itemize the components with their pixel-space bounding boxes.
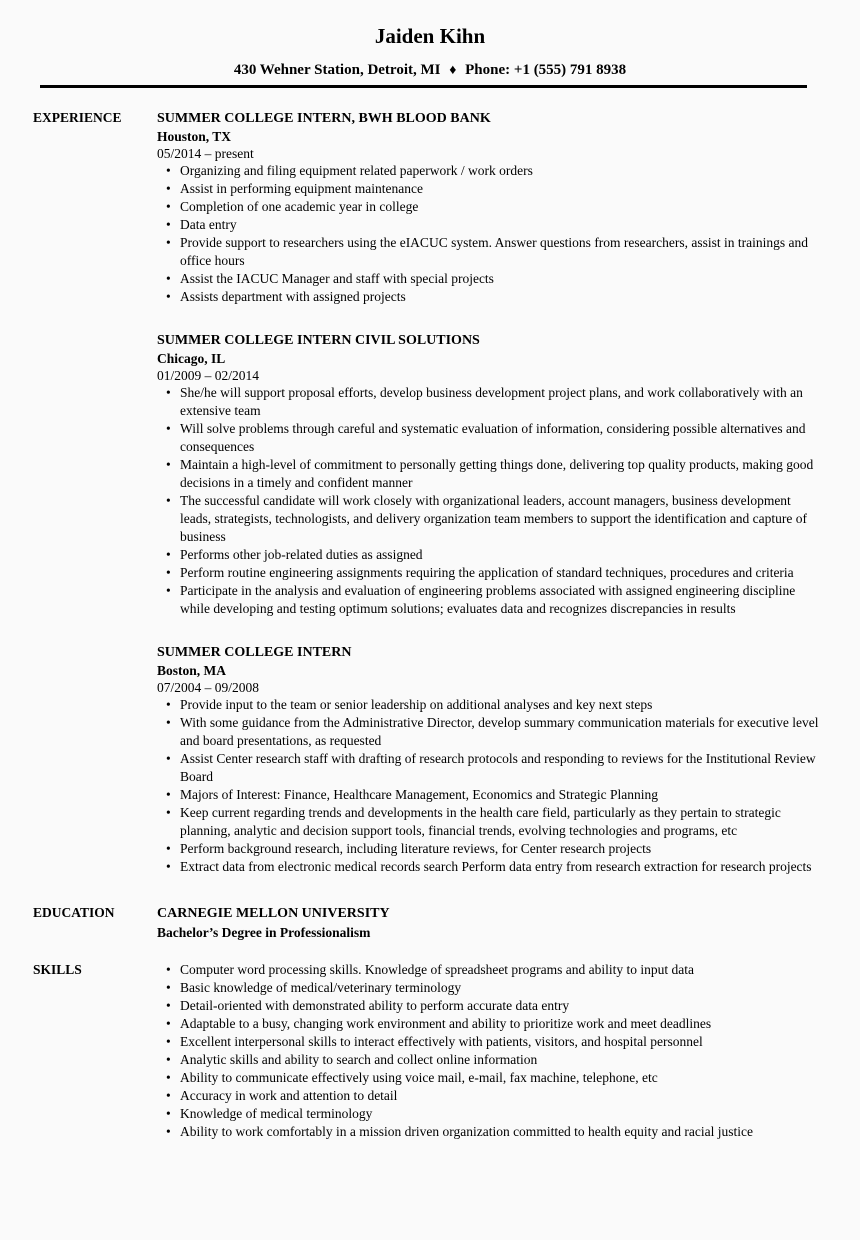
skill-bullet-item: • Accuracy in work and attention to detail <box>157 1087 820 1105</box>
skills-bullet-list <box>157 961 820 1141</box>
job-bullet-item: • Perform routine engineering assignments requiring the application of standard techniques, procedures and criteria <box>157 564 820 582</box>
resume-header <box>0 24 860 88</box>
experience-content <box>157 109 820 876</box>
job-bullet-item: • Provide input to the team or senior leadership on additional analyses and key next steps <box>157 696 820 714</box>
job-bullet-item: • Data entry <box>157 216 820 234</box>
skill-bullet-item: • Knowledge of medical terminology <box>157 1105 820 1123</box>
job-bullet-item: • Maintain a high-level of commitment to personally getting things done, delivering top quality products, making good decisions in a timely and confident manner <box>157 456 820 492</box>
job-title: SUMMER COLLEGE INTERN, BWH BLOOD BANK <box>157 111 491 126</box>
skills-section <box>0 961 860 1141</box>
contact-phone: Phone: +1 (555) 791 8938 <box>465 62 627 78</box>
education-school: CARNEGIE MELLON UNIVERSITY <box>157 906 390 921</box>
skill-bullet-item: • Excellent interpersonal skills to interact effectively with patients, visitors, and hospital personnel <box>157 1033 820 1051</box>
skill-bullet-item: • Computer word processing skills. Knowledge of spreadsheet programs and ability to input data <box>157 961 820 979</box>
job-bullet-item: • Assist Center research staff with drafting of research protocols and responding to reviews for the Institutional Review Board <box>157 750 820 786</box>
experience-section <box>0 109 860 876</box>
job-entry-1 <box>157 109 820 306</box>
job-bullet-list <box>157 696 820 876</box>
job-bullet-item: • With some guidance from the Administrative Director, develop summary communication materials for executive level and board presentations, as requested <box>157 714 820 750</box>
education-content <box>157 904 820 942</box>
job-title: SUMMER COLLEGE INTERN <box>157 645 352 660</box>
diamond-separator-icon: ♦ <box>449 63 457 78</box>
job-dates: 01/2009 – 02/2014 <box>157 368 260 383</box>
job-bullet-item: • Perform background research, including literature reviews, for Center research projects <box>157 840 820 858</box>
job-location: Chicago, IL <box>157 351 226 366</box>
skill-bullet-item: • Adaptable to a busy, changing work environment and ability to prioritize work and meet deadlines <box>157 1015 820 1033</box>
job-bullet-item: • She/he will support proposal efforts, develop business development project plans, and work collaboratively with an extensive team <box>157 384 820 420</box>
job-bullet-item: • Keep current regarding trends and developments in the health care field, particularly as they pertain to strategic planning, analytic and decision support tools, financial trends, evolving technologies and programs, etc <box>157 804 820 840</box>
job-bullet-list <box>157 384 820 618</box>
candidate-name: Jaiden Kihn <box>374 24 486 48</box>
job-bullet-item: • Performs other job-related duties as assigned <box>157 546 820 564</box>
job-location: Houston, TX <box>157 129 232 144</box>
job-entry-2 <box>157 331 820 618</box>
job-bullet-item: • Assists department with assigned projects <box>157 288 820 306</box>
skill-bullet-item: • Ability to communicate effectively using voice mail, e-mail, fax machine, telephone, etc <box>157 1069 820 1087</box>
skills-content <box>157 961 820 1141</box>
skill-bullet-item: • Basic knowledge of medical/veterinary terminology <box>157 979 820 997</box>
job-bullet-list <box>157 162 820 306</box>
job-bullet-item: • Assist in performing equipment maintenance <box>157 180 820 198</box>
header-divider-rule <box>40 85 807 88</box>
contact-line <box>0 61 860 80</box>
job-bullet-item: • Completion of one academic year in college <box>157 198 820 216</box>
job-bullet-item: • Participate in the analysis and evaluation of engineering problems associated with assigned engineering discipline while developing and testing optimum solutions; evaluates data and recognizes discrepancies in results <box>157 582 820 618</box>
education-section <box>0 904 860 942</box>
job-location: Boston, MA <box>157 663 227 678</box>
job-title: SUMMER COLLEGE INTERN CIVIL SOLUTIONS <box>157 333 480 348</box>
skill-bullet-item: • Ability to work comfortably in a mission driven organization committed to health equity and racial justice <box>157 1123 820 1141</box>
job-bullet-item: • Majors of Interest: Finance, Healthcare Management, Economics and Strategic Planning <box>157 786 820 804</box>
job-bullet-item: • Will solve problems through careful and systematic evaluation of information, considering possible alternatives and consequences <box>157 420 820 456</box>
section-label-experience: EXPERIENCE <box>33 110 122 125</box>
job-dates: 05/2014 – present <box>157 146 254 161</box>
skill-bullet-item: • Detail-oriented with demonstrated ability to perform accurate data entry <box>157 997 820 1015</box>
job-bullet-item: • The successful candidate will work closely with organizational leaders, account managers, business development leads, strategists, technologists, and delivery organization team members to support the identification and capture of business <box>157 492 820 546</box>
job-bullet-item: • Provide support to researchers using the eIACUC system. Answer questions from researchers, assist in trainings and office hours <box>157 234 820 270</box>
job-dates: 07/2004 – 09/2008 <box>157 680 260 695</box>
contact-address: 430 Wehner Station, Detroit, MI <box>233 62 441 78</box>
education-degree: Bachelor’s Degree in Professionalism <box>157 925 371 940</box>
job-bullet-item: • Extract data from electronic medical records search Perform data entry from research extraction for research projects <box>157 858 820 876</box>
job-bullet-item: • Organizing and filing equipment related paperwork / work orders <box>157 162 820 180</box>
section-label-education: EDUCATION <box>33 905 115 920</box>
skill-bullet-item: • Analytic skills and ability to search and collect online information <box>157 1051 820 1069</box>
job-bullet-item: • Assist the IACUC Manager and staff with special projects <box>157 270 820 288</box>
section-label-skills: SKILLS <box>33 962 82 977</box>
job-entry-3 <box>157 643 820 876</box>
